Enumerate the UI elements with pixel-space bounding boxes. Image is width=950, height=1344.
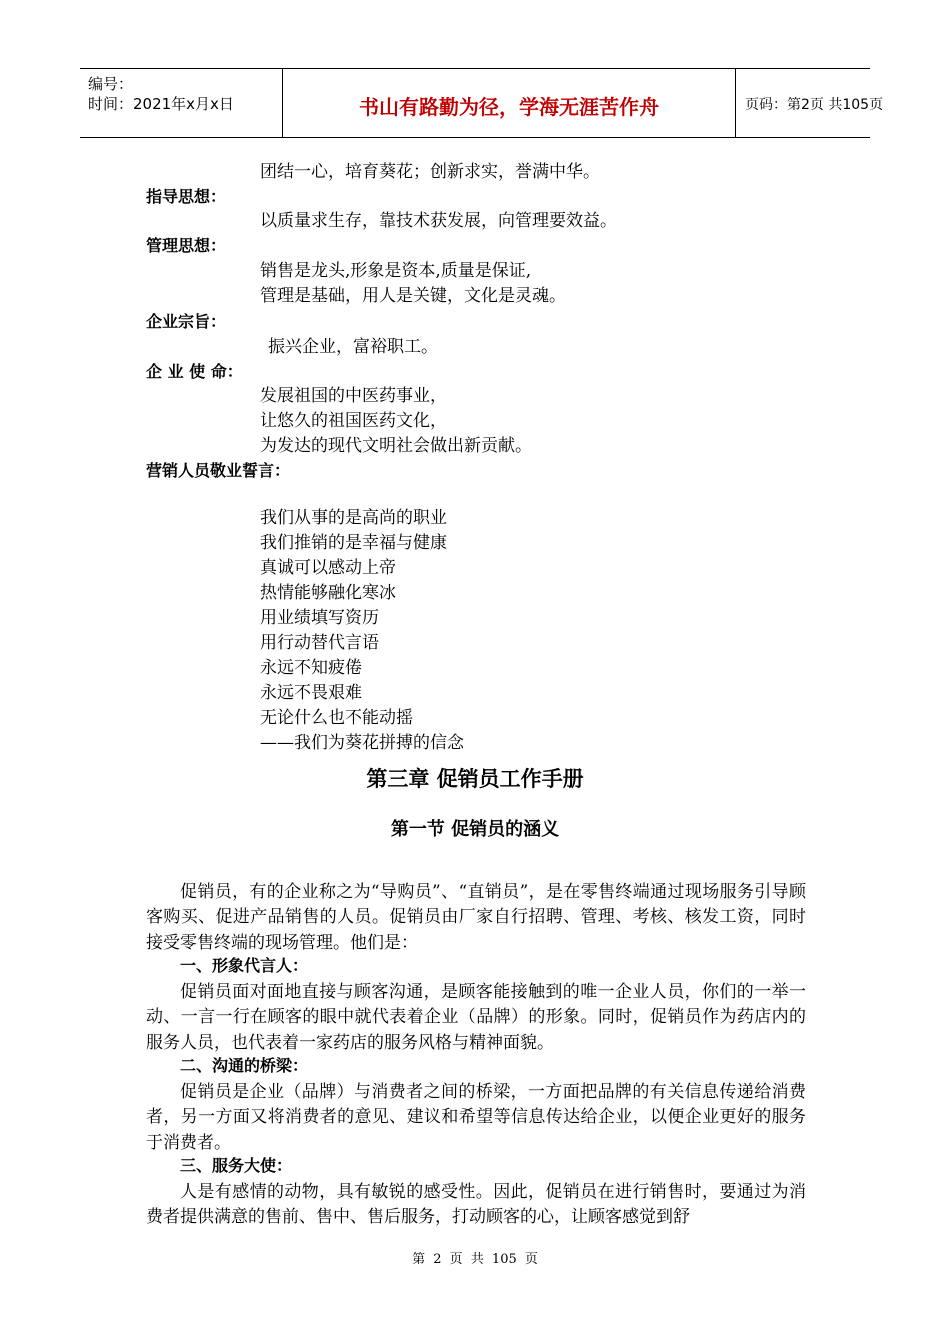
header-motto-cell (282, 69, 736, 137)
purpose-text: 振兴企业，富裕职工。 (268, 337, 438, 357)
mgmt-title: 管理思想： (146, 236, 227, 255)
mission-line-2: 让悠久的祖国医药文化， (260, 411, 447, 431)
item-3-title: 三、服务大使： (180, 1156, 293, 1175)
oath-title: 营销人员敬业誓言： (146, 461, 291, 480)
mission-line-3: 为发达的现代文明社会做出新贡献。 (260, 436, 532, 456)
chapter-title: 第三章 促销员工作手册 (366, 767, 584, 791)
mission-title: 企 业 使 命： (146, 362, 243, 381)
item-1-paragraph: 促销员面对面地直接与顾客沟通，是顾客能接触到的唯一企业人员，你们的一举一动、一言一行在顾客的眼中就代表着企业（品牌）的形象。同时，促销员作为药店内的服务人员，也代表着一家药店的服务风格与精神面貌。 (146, 982, 806, 1053)
section-title: 第一节 促销员的涵义 (390, 819, 560, 840)
oath-line: 用行动替代言语 (260, 633, 379, 653)
mgmt-line-2: 管理是基础，用人是关键，文化是灵魂。 (260, 286, 566, 306)
oath-line: 热情能够融化寒冰 (260, 583, 396, 603)
page-header (80, 68, 884, 138)
guide-title: 指导思想： (146, 187, 227, 206)
item-1-title: 一、形象代言人： (180, 956, 309, 975)
intro-paragraph: 促销员，有的企业称之为“导购员”、“直销员”，是在零售终端通过现场服务引导顾客购买、促进产品销售的人员。促销员由厂家自行招聘、管理、考核、核发工资，同时接受零售终端的现场管理。他们是： (146, 882, 806, 953)
mgmt-line-1: 销售是龙头,形象是资本,质量是保证, (260, 261, 532, 281)
oath-line: 永远不知疲倦 (260, 658, 362, 678)
purpose-title: 企业宗旨： (146, 312, 227, 331)
header-page-info: 页码：第2页 共105页 (745, 97, 884, 113)
guide-text: 以质量求生存，靠技术获发展，向管理要效益。 (260, 211, 617, 231)
item-3-paragraph: 人是有感情的动物，具有敏锐的感受性。因此，促销员在进行销售时，要通过为消费者提供满意的售前、售中、售后服务，打动顾客的心，让顾客感觉到舒 (146, 1182, 806, 1228)
oath-line: 无论什么也不能动摇 (260, 708, 413, 728)
page-footer: 第 2 页 共 105 页 (412, 1252, 538, 1267)
header-motto: 书山有路勤为径，学海无涯苦作舟 (359, 95, 659, 119)
mission-line-1: 发展祖国的中医药事业， (260, 386, 447, 406)
header-page-cell (735, 69, 884, 137)
item-2-paragraph: 促销员是企业（品牌）与消费者之间的桥梁，一方面把品牌的有关信息传递给消费者，另一方面又将消费者的意见、建议和希望等信息传达给企业，以便企业更好的服务于消费者。 (146, 1082, 806, 1153)
oath-line: 我们从事的是高尚的职业 (260, 508, 447, 528)
header-meta (80, 69, 282, 137)
oath-line: 永远不畏艰难 (260, 683, 362, 703)
oath-line: ——我们为葵花拼搏的信念 (260, 733, 464, 753)
oath-line: 用业绩填写资历 (260, 608, 379, 628)
slogan-line: 团结一心，培育葵花；创新求实，誉满中华。 (260, 162, 600, 182)
doc-number-label: 编号： (88, 75, 134, 93)
oath-line: 真诚可以感动上帝 (260, 558, 396, 578)
item-2-title: 二、沟通的桥梁： (180, 1056, 309, 1075)
doc-time-label: 时间：2021年x月x日 (88, 95, 234, 113)
oath-line: 我们推销的是幸福与健康 (260, 533, 447, 553)
